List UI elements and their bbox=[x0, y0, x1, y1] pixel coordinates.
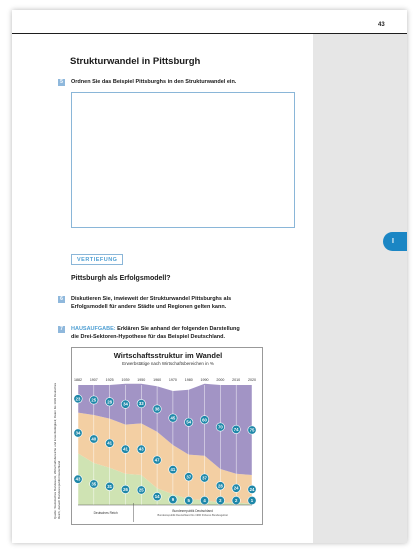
chapter-tab-label: I bbox=[392, 238, 394, 245]
tertiary-value-2000: 70 bbox=[217, 424, 223, 430]
task-7-text bbox=[71, 325, 240, 341]
primary-value-2000: 2 bbox=[219, 498, 222, 503]
primary-value-1990: 4 bbox=[203, 498, 206, 503]
era-sublabel-brd: Bundesrepublik Deutschland bis 1990 früheres Bundesgebiet bbox=[157, 514, 228, 517]
source-credit: Quelle: Statistisches Bundesamt, Wirtschaftsbereiche und Erwerbstätigkeit; Daten bis 1939 Deutsches Reich, danach Bundesrepublik Deutschland bbox=[53, 382, 61, 519]
year-label-2000: 2000 bbox=[216, 378, 225, 382]
year-label-1980: 1980 bbox=[184, 378, 193, 382]
task-5-text: Ordnen Sie das Beispiel Pittsburghs in den Strukturwandel ein. bbox=[71, 79, 237, 85]
year-label-1939: 1939 bbox=[121, 378, 130, 382]
task-7-line-2: die Drei-Sektoren-Hypothese für das Beispiel Deutschland. bbox=[71, 334, 226, 340]
primary-value-1980: 5 bbox=[187, 498, 190, 503]
tertiary-value-2020: 75 bbox=[249, 427, 255, 433]
secondary-value-2010: 24 bbox=[233, 485, 239, 491]
tertiary-value-2010: 74 bbox=[233, 426, 239, 432]
secondary-value-1970: 41 bbox=[170, 467, 176, 473]
secondary-value-1980: 37 bbox=[186, 474, 192, 480]
year-label-2010: 2010 bbox=[232, 378, 241, 382]
year-label-1990: 1990 bbox=[200, 378, 209, 382]
chapter-tab-marker bbox=[383, 232, 407, 251]
vertiefung-label: VERTIEFUNG bbox=[71, 254, 123, 265]
primary-value-1950: 25 bbox=[138, 487, 144, 493]
homework-label: HAUSAUFGABE: bbox=[71, 326, 116, 332]
task-6-text bbox=[71, 295, 231, 311]
task-number-6: 6 bbox=[58, 296, 65, 303]
secondary-value-1925: 41 bbox=[107, 440, 113, 446]
primary-value-2010: 2 bbox=[234, 498, 238, 503]
tertiary-value-1960: 38 bbox=[154, 406, 160, 412]
primary-value-1925: 31 bbox=[107, 483, 113, 489]
task-number-5: 5 bbox=[58, 79, 65, 86]
secondary-value-1882: 34 bbox=[75, 430, 81, 436]
era-label-brd: Bundesrepublik Deutschland bbox=[172, 509, 213, 513]
answer-box[interactable] bbox=[71, 92, 295, 228]
year-label-2020: 2020 bbox=[248, 378, 256, 382]
year-label-1950: 1950 bbox=[137, 378, 146, 382]
year-label-1970: 1970 bbox=[168, 378, 177, 382]
task-6-line-1: Diskutieren Sie, inwieweit der Strukturwandel Pittsburghs als bbox=[71, 296, 232, 302]
secondary-value-1907: 40 bbox=[91, 436, 97, 442]
section-subtitle: Pittsburgh als Erfolgsmodell? bbox=[71, 275, 171, 282]
primary-value-1939: 26 bbox=[123, 486, 128, 492]
page-title: Strukturwandel in Pittsburgh bbox=[70, 56, 201, 67]
secondary-value-1960: 47 bbox=[154, 457, 160, 463]
secondary-value-2000: 28 bbox=[217, 483, 223, 489]
year-label-1925: 1925 bbox=[105, 378, 114, 382]
tertiary-value-1990: 60 bbox=[202, 417, 207, 423]
page-number: 43 bbox=[378, 22, 385, 28]
secondary-value-2020: 24 bbox=[249, 486, 255, 492]
tertiary-value-1925: 28 bbox=[107, 399, 113, 405]
year-label-1960: 1960 bbox=[153, 378, 162, 382]
task-6-line-2: Erfolgsmodell für andere Städte und Regionen gelten kann. bbox=[71, 304, 227, 310]
tertiary-value-1950: 33 bbox=[138, 401, 144, 407]
chart-svg bbox=[72, 348, 262, 524]
primary-value-1970: 9 bbox=[171, 497, 175, 503]
primary-value-1960: 14 bbox=[154, 494, 160, 500]
task-7-line-1: Erklären Sie anhand der folgenden Darstellung bbox=[117, 326, 240, 332]
chart-subtitle: Erwerbstätige nach Wirtschaftsbereichen in % bbox=[122, 361, 214, 366]
task-number-7: 7 bbox=[58, 326, 65, 333]
primary-value-1907: 35 bbox=[91, 481, 97, 487]
tertiary-value-1939: 34 bbox=[123, 401, 128, 407]
textbook-page bbox=[12, 10, 407, 543]
secondary-value-1939: 41 bbox=[123, 446, 128, 452]
year-label-1907: 1907 bbox=[89, 378, 98, 382]
secondary-value-1990: 37 bbox=[202, 475, 207, 481]
chart-title: Wirtschaftsstruktur im Wandel bbox=[113, 351, 223, 360]
era-label-deutsches-reich: Deutsches Reich bbox=[93, 511, 118, 515]
margin-column bbox=[313, 34, 407, 543]
secondary-value-1950: 43 bbox=[138, 446, 144, 452]
year-label-1882: 1882 bbox=[74, 378, 82, 382]
primary-value-2020: 1 bbox=[250, 498, 254, 503]
economic-structure-chart bbox=[71, 347, 263, 525]
tertiary-value-1882: 23 bbox=[75, 396, 81, 402]
tertiary-value-1970: 45 bbox=[170, 415, 176, 421]
tertiary-value-1980: 54 bbox=[186, 419, 192, 425]
primary-value-1882: 43 bbox=[75, 476, 81, 482]
tertiary-value-1907: 25 bbox=[91, 397, 97, 403]
